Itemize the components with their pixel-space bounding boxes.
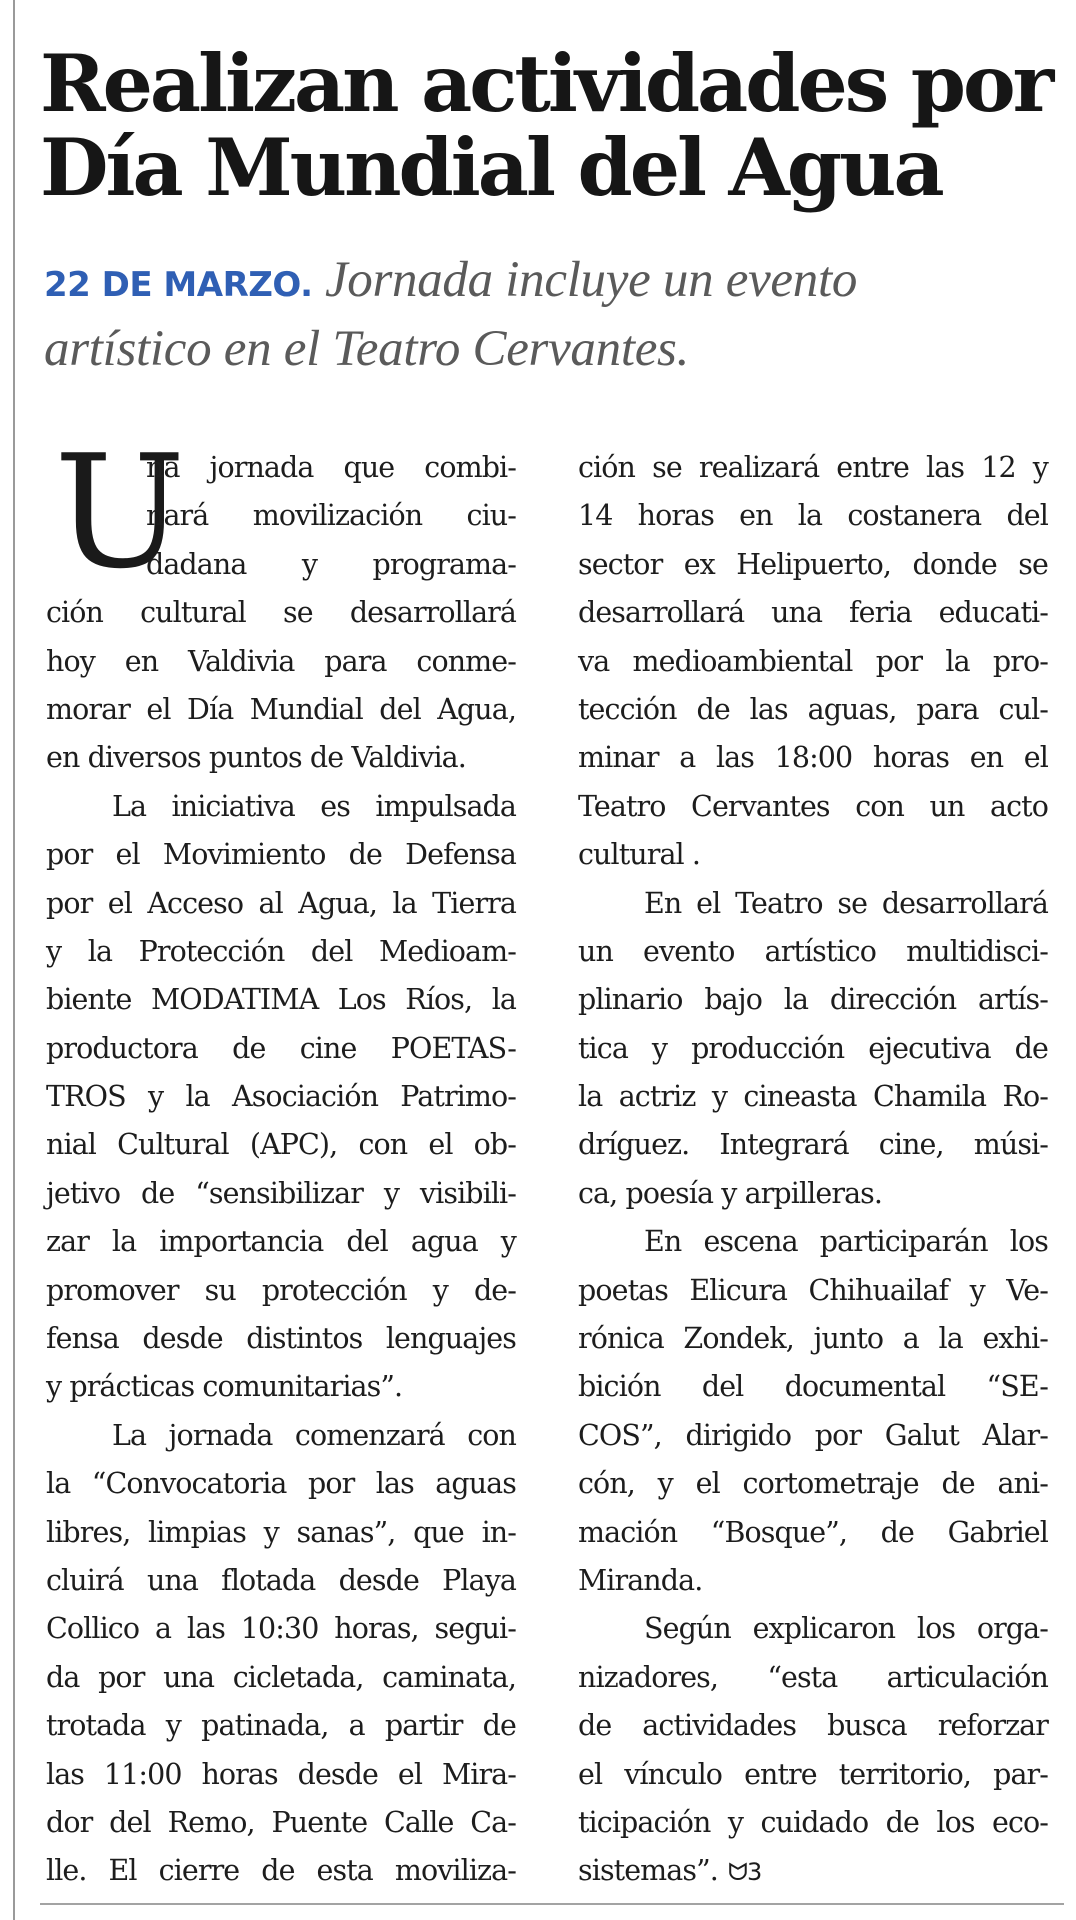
article-line: 14 horas en la costanera del bbox=[578, 499, 1048, 533]
article-line: productora de cine POETAS- bbox=[46, 1031, 516, 1065]
article-line: nial Cultural (APC), con el ob- bbox=[46, 1128, 516, 1162]
article-line: nizadores, “esta articulación bbox=[578, 1660, 1048, 1694]
article-line: y prácticas comunitarias”. bbox=[46, 1370, 403, 1404]
article-line: en diversos puntos de Valdivia. bbox=[46, 741, 466, 775]
article-line: En el Teatro se desarrollará bbox=[644, 886, 1048, 920]
headline-line-1: Realizan actividades por bbox=[40, 37, 1052, 130]
left-column-rule bbox=[13, 0, 15, 1920]
article-line: da por una cicletada, caminata, bbox=[46, 1660, 516, 1694]
article-line: poetas Elicura Chihuailaf y Ve- bbox=[578, 1273, 1048, 1307]
article-line: ción se realizará entre las 12 y bbox=[578, 451, 1048, 484]
article-line: ción cultural se desarrollará bbox=[46, 596, 516, 630]
kicker-date: 22 DE MARZO. bbox=[44, 265, 313, 305]
article-line: de actividades busca reforzar bbox=[578, 1709, 1048, 1743]
article-line: morar el Día Mundial del Agua, bbox=[46, 692, 516, 726]
article-line: dríguez. Integrará cine, músi- bbox=[578, 1128, 1048, 1162]
article-line: la “Convocatoria por las aguas bbox=[46, 1467, 516, 1501]
article-line: TROS y la Asociación Patrimo- bbox=[46, 1080, 516, 1114]
article-line: cón, y el cortometraje de ani- bbox=[578, 1467, 1048, 1501]
bottom-rule bbox=[40, 1903, 1064, 1905]
article-line: nará movilización ciu- bbox=[146, 499, 516, 533]
article-line: COS”, dirigido por Galut Alar- bbox=[578, 1418, 1048, 1452]
article-line: rónica Zondek, junto a la exhi- bbox=[578, 1322, 1048, 1356]
article-line: sistemas”. ᗢ3 bbox=[578, 1847, 1048, 1895]
article-line: tica y producción ejecutiva de bbox=[578, 1031, 1048, 1065]
article-line: el vínculo entre territorio, par- bbox=[578, 1757, 1048, 1791]
article-line: un evento artístico multidisci- bbox=[578, 934, 1048, 968]
article-column-right bbox=[578, 444, 1048, 1896]
article-line: mación “Bosque”, de Gabriel bbox=[578, 1515, 1048, 1549]
article-line: tección de las aguas, para cul- bbox=[578, 692, 1048, 726]
article-line: la actriz y cineasta Chamila Ro- bbox=[578, 1080, 1048, 1114]
article-line: jetivo de “sensibilizar y visibili- bbox=[46, 1176, 516, 1210]
article-line: Teatro Cervantes con un acto bbox=[578, 789, 1048, 823]
article-line: minar a las 18:00 horas en el bbox=[578, 741, 1048, 775]
article-line: promover su protección y de- bbox=[46, 1273, 516, 1307]
article-line: En escena participarán los bbox=[644, 1225, 1048, 1259]
article-line: La iniciativa es impulsada bbox=[112, 789, 516, 823]
article-line: plinario bajo la dirección artís- bbox=[578, 983, 1048, 1017]
article-line: Según explicaron los orga- bbox=[644, 1612, 1048, 1646]
article-line: Miranda. bbox=[578, 1563, 703, 1597]
deck-line-2: artístico en el Teatro Cervantes. bbox=[44, 321, 690, 377]
end-of-article-icon: ᗢ3 bbox=[727, 1858, 762, 1887]
article-line: fensa desde distintos lenguajes bbox=[46, 1322, 516, 1356]
deck bbox=[44, 248, 1054, 381]
article-line: libres, limpias y sanas”, que in- bbox=[46, 1515, 516, 1549]
article-line: trotada y patinada, a partir de bbox=[46, 1709, 516, 1743]
article-line: lle. El cierre de esta moviliza- bbox=[46, 1854, 516, 1888]
article-line: dor del Remo, Puente Calle Ca- bbox=[46, 1805, 516, 1839]
article-line: ca, poesía y arpilleras. bbox=[578, 1176, 883, 1210]
article-line: va medioambiental por la pro- bbox=[578, 644, 1048, 678]
article-line: zar la importancia del agua y bbox=[46, 1225, 516, 1259]
article-line: cultural . bbox=[578, 838, 701, 872]
headline-line-2: Día Mundial del Agua bbox=[40, 121, 942, 214]
article-line: biente MODATIMA Los Ríos, la bbox=[46, 983, 516, 1017]
article-line: bición del documental “SE- bbox=[578, 1370, 1048, 1404]
article-line: por el Movimiento de Defensa bbox=[46, 838, 516, 872]
drop-cap: U bbox=[54, 421, 186, 603]
article-line: hoy en Valdivia para conme- bbox=[46, 644, 516, 678]
article-line: ticipación y cuidado de los eco- bbox=[578, 1805, 1048, 1839]
article-line: sector ex Helipuerto, donde se bbox=[578, 547, 1048, 581]
article-column-left bbox=[46, 421, 516, 1896]
article-line: La jornada comenzará con bbox=[112, 1418, 516, 1452]
article-line: na jornada que combi- bbox=[146, 451, 516, 484]
article-line: y la Protección del Medioam- bbox=[46, 934, 516, 968]
article-line: Collico a las 10:30 horas, segui- bbox=[46, 1612, 516, 1646]
deck-line-1 bbox=[44, 248, 1054, 317]
headline bbox=[40, 37, 1060, 214]
deck-line-1-text: Jornada incluye un evento bbox=[324, 252, 858, 308]
article-line: dadana y programa- bbox=[146, 547, 516, 581]
article-line: las 11:00 horas desde el Mira- bbox=[46, 1757, 516, 1791]
article-line: desarrollará una feria educati- bbox=[578, 596, 1048, 630]
article-line: por el Acceso al Agua, la Tierra bbox=[46, 886, 516, 920]
article-line: cluirá una flotada desde Playa bbox=[46, 1563, 516, 1597]
